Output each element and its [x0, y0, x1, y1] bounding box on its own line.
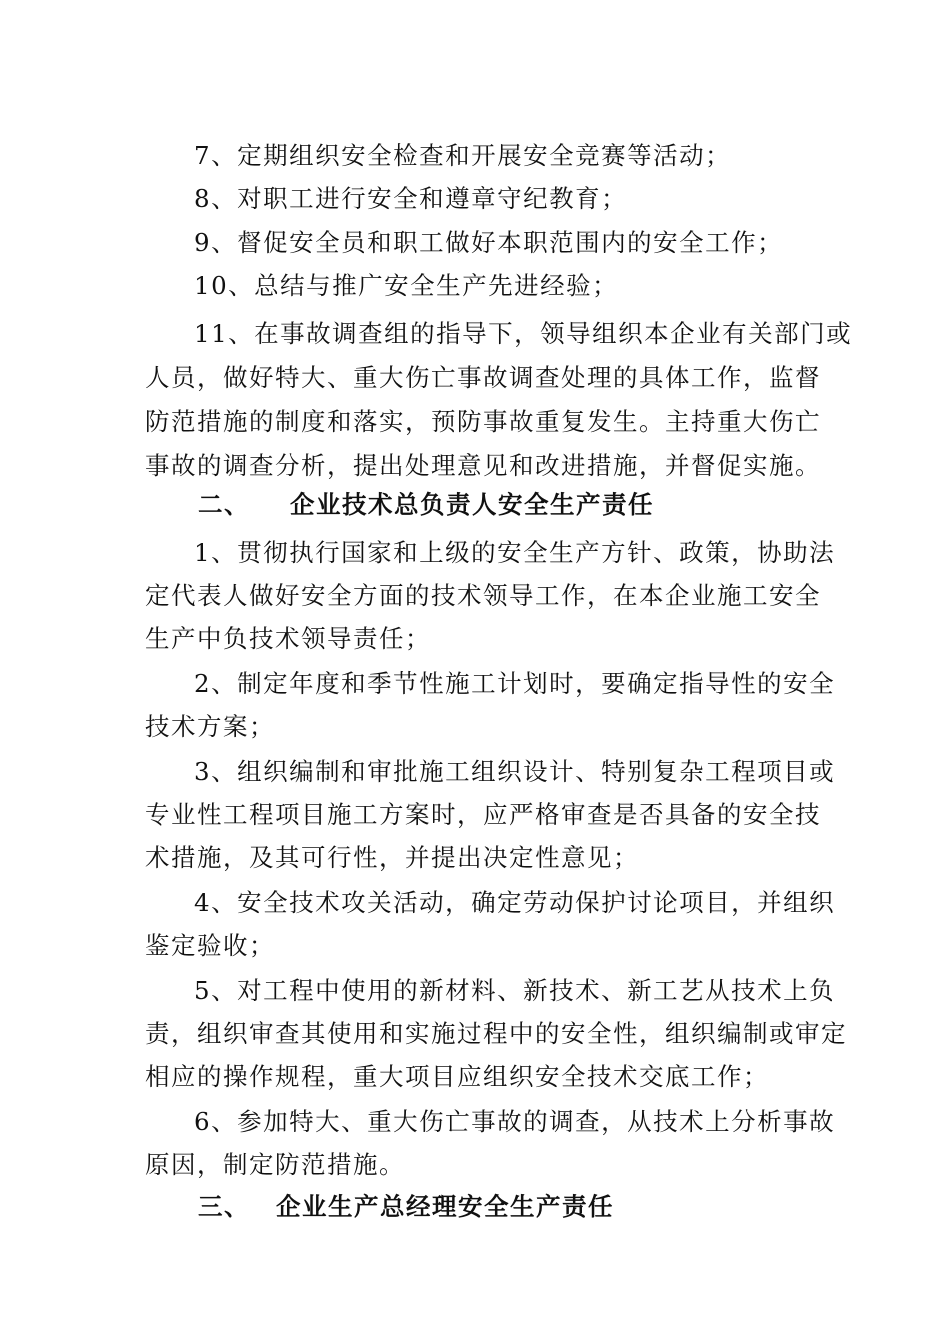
paragraph-line: 责，组织审查其使用和实施过程中的安全性，组织编制或审定 [145, 1019, 847, 1048]
list-item-7 [145, 138, 810, 174]
paragraph-line: 防范措施的制度和落实，预防事故重复发生。主持重大伤亡 [145, 407, 821, 436]
list-item-11 [145, 312, 853, 488]
paragraph-line: 相应的操作规程，重大项目应组织安全技术交底工作； [145, 1062, 769, 1091]
paragraph-line: 原因，制定防范措施。 [145, 1150, 405, 1179]
list-item-10 [145, 268, 810, 304]
section2-item-1 [145, 531, 836, 660]
paragraph-line: 9、督促安全员和职工做好本职范围内的安全工作； [194, 228, 784, 257]
paragraph-line: 2、制定年度和季节性施工计划时，要确定指导性的安全 [194, 669, 836, 698]
section2-item-6 [145, 1100, 836, 1186]
paragraph-line: 人员，做好特大、重大伤亡事故调查处理的具体工作，监督 [145, 363, 821, 392]
section2-item-4 [145, 881, 836, 967]
paragraph-line: 8、对职工进行安全和遵章守纪教育； [194, 184, 628, 213]
paragraph-line: 术措施，及其可行性，并提出决定性意见； [145, 843, 639, 872]
paragraph-line: 1、贯彻执行国家和上级的安全生产方针、政策，协助法 [194, 538, 836, 567]
paragraph-line: 鉴定验收； [145, 931, 275, 960]
section-heading-2 [198, 487, 654, 523]
section2-item-2 [145, 662, 836, 748]
section-number: 二、 [198, 490, 250, 519]
paragraph-line: 定代表人做好安全方面的技术领导工作，在本企业施工安全 [145, 581, 821, 610]
section-title: 企业生产总经理安全生产责任 [276, 1192, 614, 1221]
list-item-9 [145, 225, 810, 261]
section2-item-3 [145, 750, 836, 879]
paragraph-line: 专业性工程项目施工方案时，应严格审查是否具备的安全技 [145, 800, 821, 829]
list-item-8 [145, 181, 810, 217]
section-heading-3 [198, 1189, 614, 1225]
paragraph-line: 10、总结与推广安全生产先进经验； [194, 271, 619, 300]
paragraph-line: 7、定期组织安全检查和开展安全竞赛等活动； [194, 141, 732, 170]
section-title: 企业技术总负责人安全生产责任 [290, 490, 654, 519]
paragraph-line: 4、安全技术攻关活动，确定劳动保护讨论项目，并组织 [194, 888, 836, 917]
paragraph-line: 生产中负技术领导责任； [145, 624, 431, 653]
paragraph-line: 5、对工程中使用的新材料、新技术、新工艺从技术上负 [194, 976, 836, 1005]
paragraph-line: 6、参加特大、重大伤亡事故的调查，从技术上分析事故 [194, 1107, 836, 1136]
section2-item-5 [145, 969, 847, 1098]
paragraph-line: 事故的调查分析，提出处理意见和改进措施，并督促实施。 [145, 451, 821, 480]
paragraph-line: 技术方案； [145, 712, 275, 741]
paragraph-line: 11、在事故调查组的指导下，领导组织本企业有关部门或 [194, 319, 853, 348]
section-number: 三、 [198, 1192, 250, 1221]
paragraph-line: 3、组织编制和审批施工组织设计、特别复杂工程项目或 [194, 757, 836, 786]
